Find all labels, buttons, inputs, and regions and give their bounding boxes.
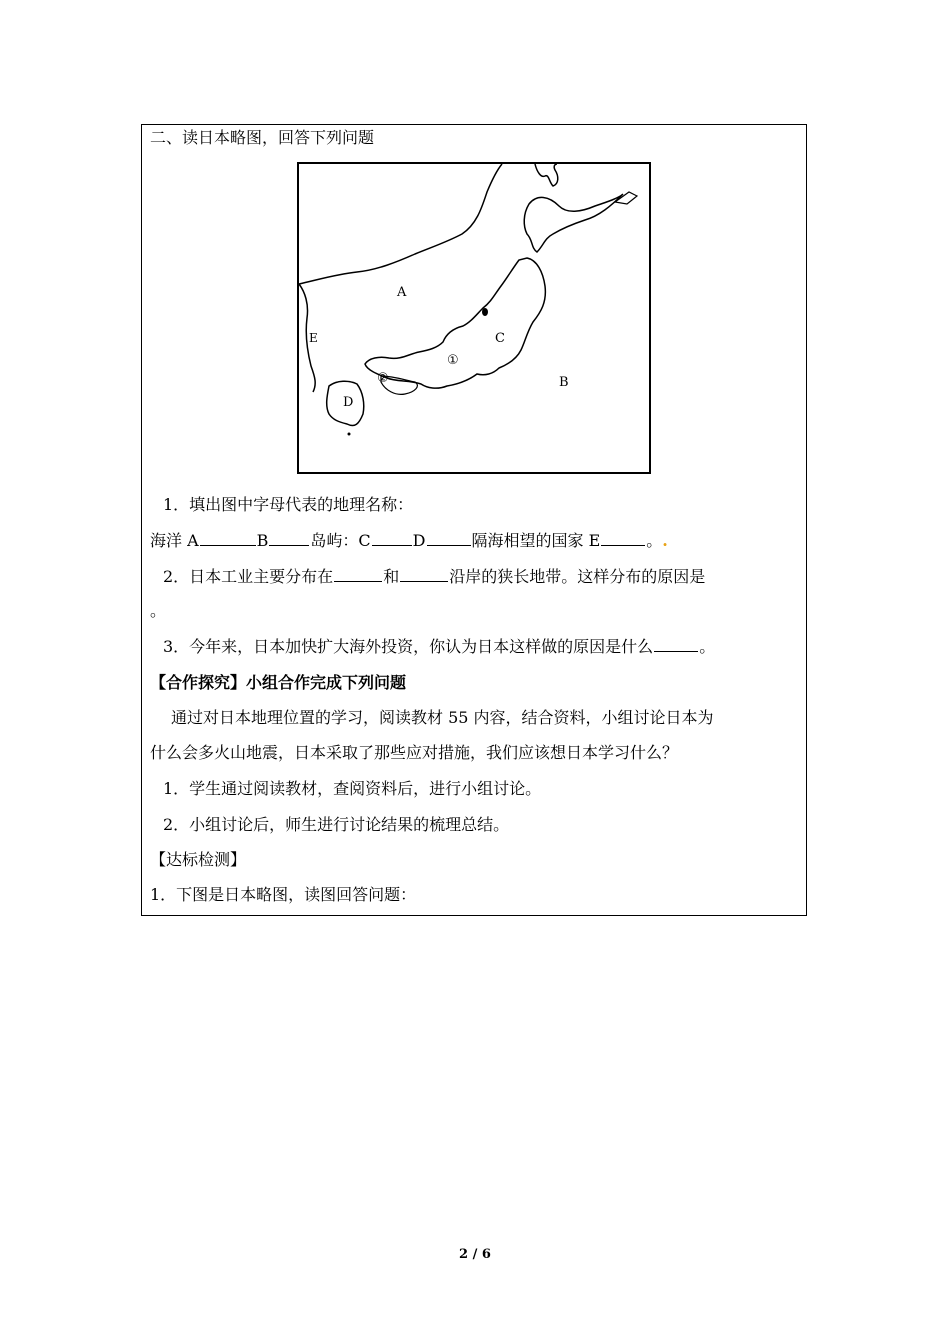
- coop-item-1: 1．学生通过阅读教材，查阅资料后，进行小组讨论。: [163, 779, 542, 798]
- q2-text-3: 沿岸的狭长地带。这样分布的原因是: [449, 567, 706, 586]
- map-label-2: ②: [377, 371, 389, 386]
- section-title: 二、读日本略图，回答下列问题: [150, 128, 375, 147]
- orange-mark: .: [662, 531, 668, 550]
- q1-text-b: B: [256, 531, 269, 550]
- coop-heading: 【合作探究】小组合作完成下列问题: [150, 673, 407, 692]
- q2-end: 。: [150, 601, 167, 620]
- q2-text-1: 2．日本工业主要分布在: [163, 567, 334, 586]
- blank-investment-reason[interactable]: [654, 636, 698, 652]
- q3-text: 3．今年来，日本加快扩大海外投资，你认为日本这样做的原因是什么: [163, 637, 654, 656]
- blank-industry-1[interactable]: [334, 566, 382, 582]
- q2-text-2: 和: [383, 567, 400, 586]
- q1-text-ocean-a: 海洋 A: [150, 531, 199, 550]
- q1-title: 1．填出图中字母代表的地理名称：: [163, 495, 414, 514]
- blank-island-d[interactable]: [427, 530, 471, 546]
- blank-island-c[interactable]: [372, 530, 412, 546]
- q1-text-island-c: 岛屿：C: [310, 531, 371, 550]
- map-label-a: A: [397, 285, 407, 300]
- map-label-b: B: [559, 375, 569, 390]
- q1-text-end: 。: [646, 531, 663, 550]
- map-label-e: E: [309, 331, 318, 345]
- map-label-d: D: [343, 395, 354, 410]
- blank-country-e[interactable]: [601, 530, 645, 546]
- coop-para-line2: 什么会多火山地震，日本采取了那些应对措施，我们应该想日本学习什么？: [150, 743, 679, 762]
- q1-text-country-e: 隔海相望的国家 E: [471, 531, 601, 550]
- blank-ocean-b[interactable]: [269, 530, 309, 546]
- q1-answer-line: [150, 530, 668, 552]
- q3-line: [163, 636, 715, 658]
- q1-text-d: D: [412, 531, 426, 550]
- map-label-1: ①: [447, 353, 459, 368]
- q2-line: [163, 566, 705, 588]
- japan-map: [297, 162, 651, 474]
- coop-para-line1: 通过对日本地理位置的学习，阅读教材 55 内容，结合资料，小组讨论日本为: [171, 708, 714, 727]
- blank-industry-2[interactable]: [400, 566, 448, 582]
- blank-ocean-a[interactable]: [200, 530, 256, 546]
- coop-item-2: 2．小组讨论后，师生进行讨论结果的梳理总结。: [163, 815, 510, 834]
- test-item-1: 1．下图是日本略图，读图回答问题：: [150, 885, 417, 904]
- test-heading: 【达标检测】: [150, 850, 247, 869]
- q3-end: 。: [699, 637, 716, 656]
- page-number: 2 / 6: [459, 1247, 491, 1262]
- map-label-c: C: [495, 331, 505, 346]
